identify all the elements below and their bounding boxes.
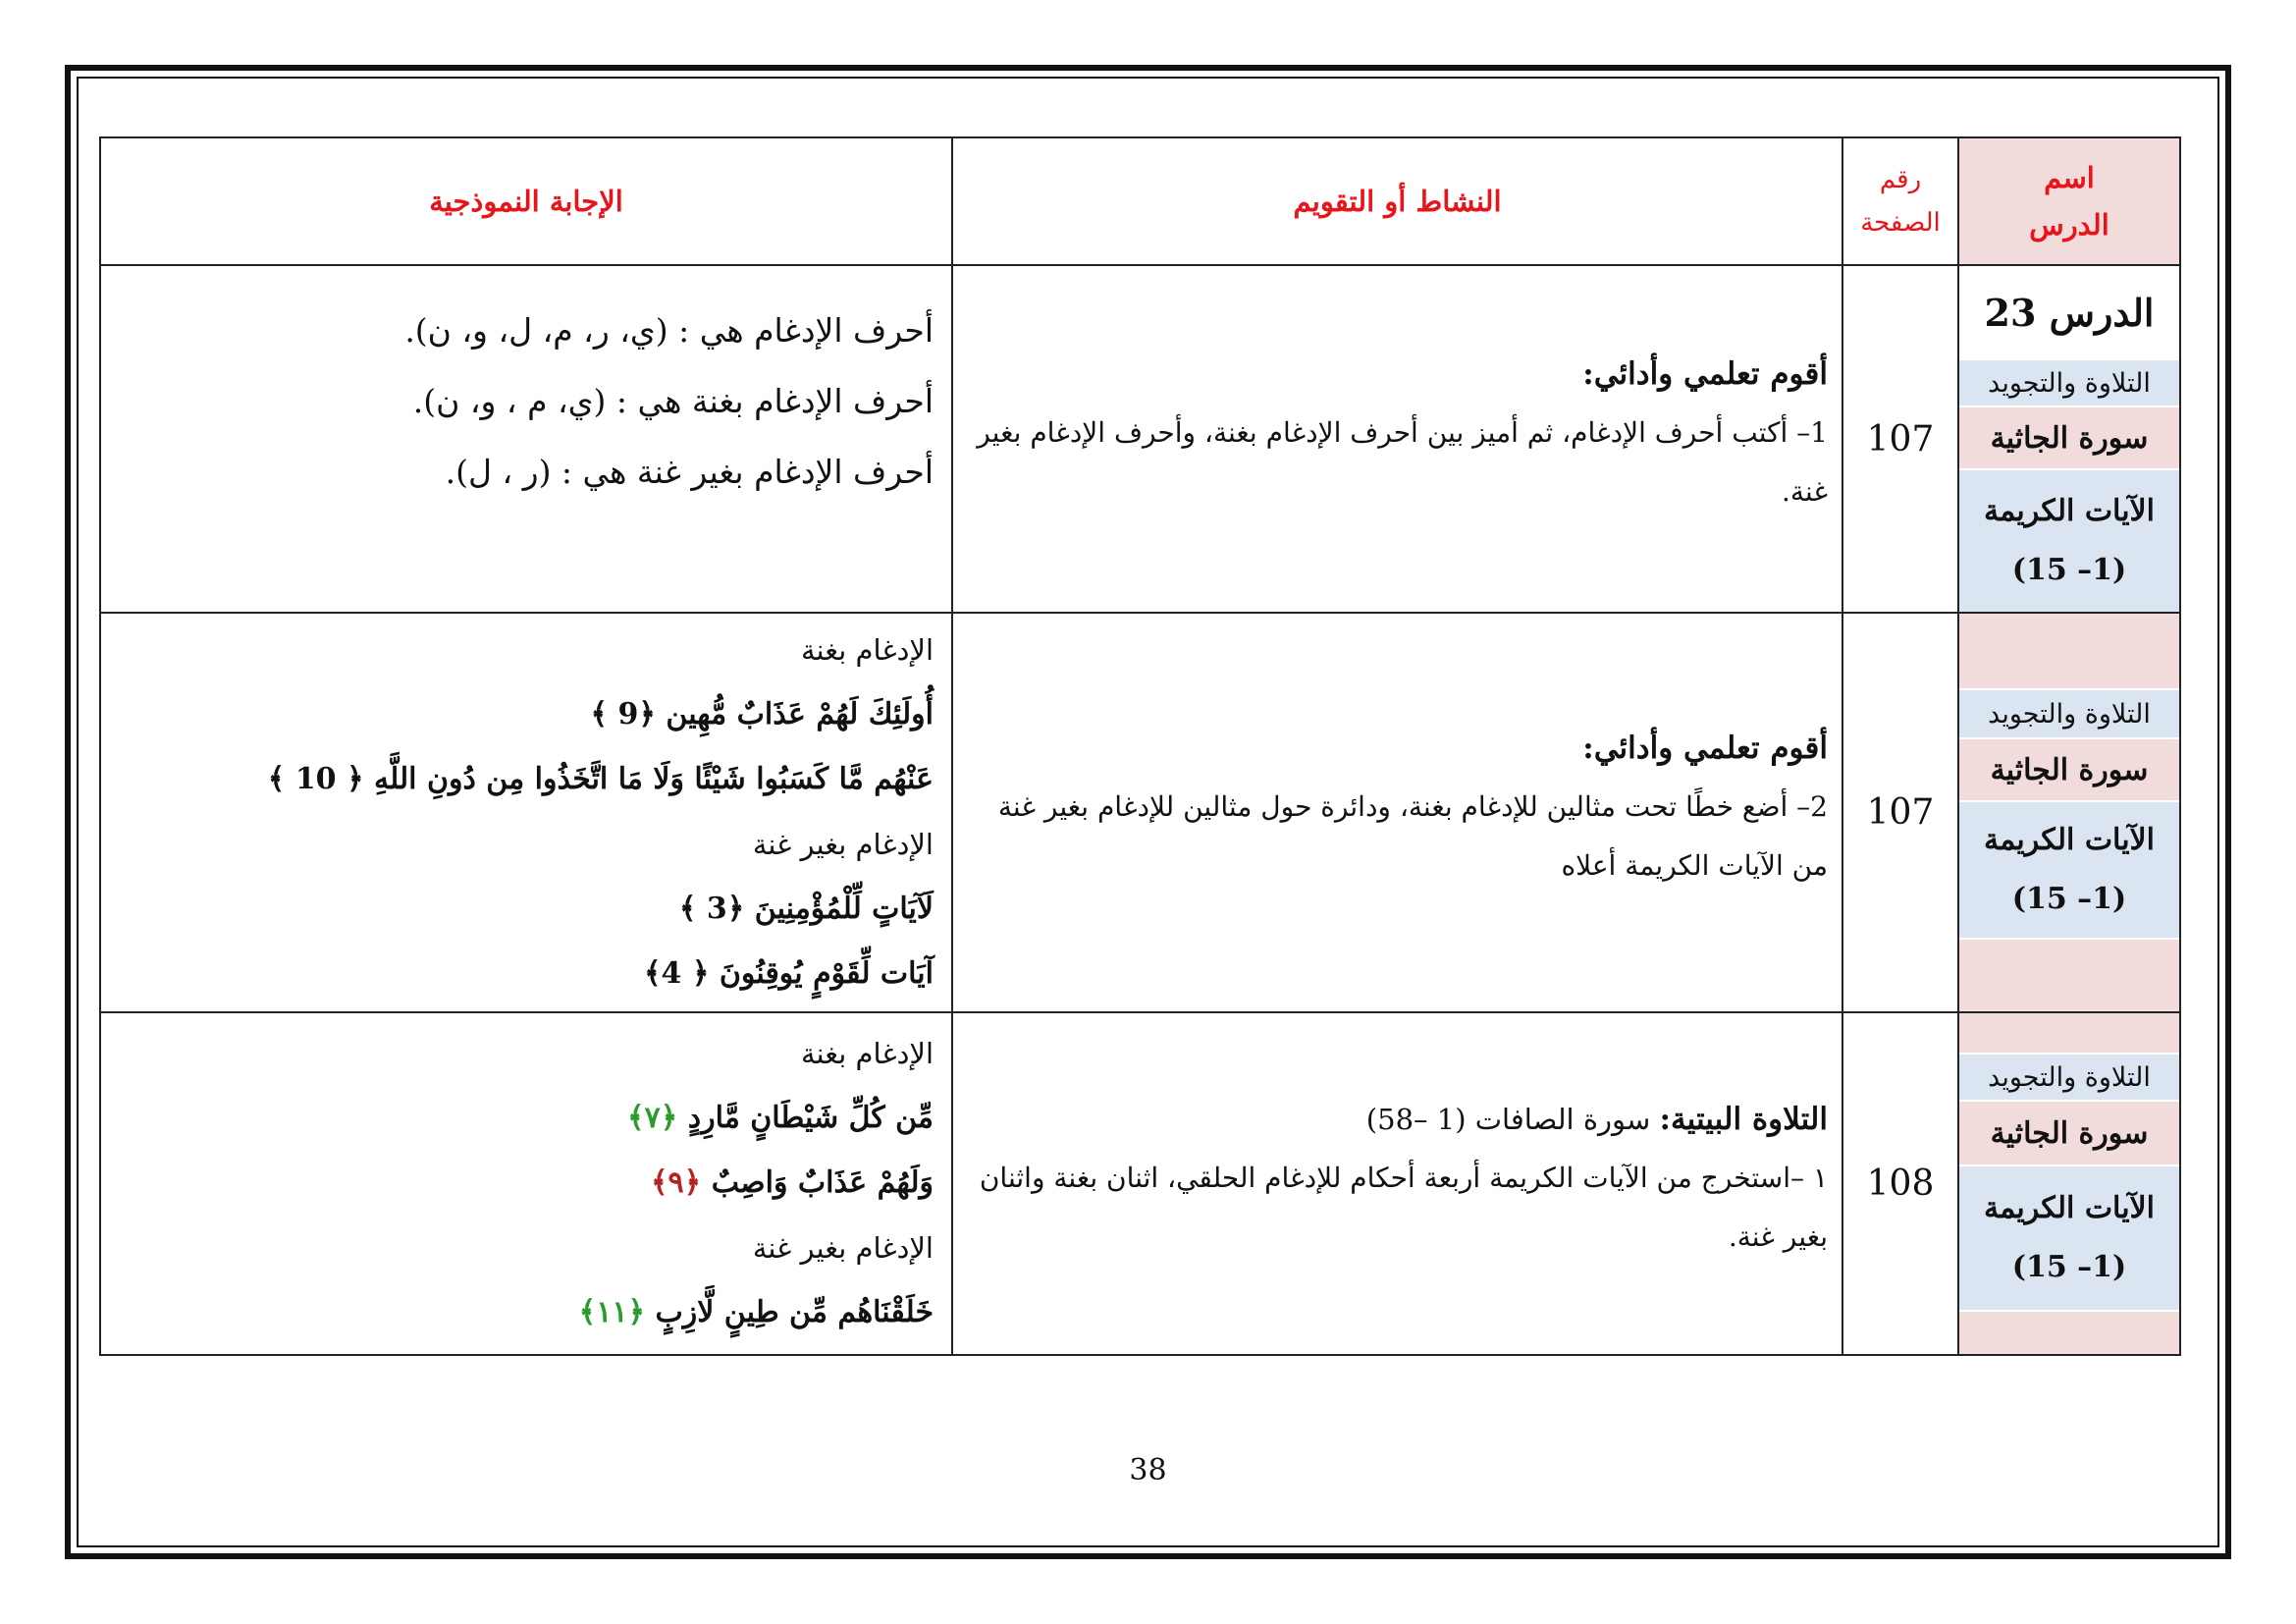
- lesson-table: [99, 136, 2181, 1356]
- lesson-cell: [1958, 265, 2180, 613]
- lesson-ayat: الآيات الكريمة (1– 15): [1959, 1166, 2179, 1312]
- ayah-number: ﴿٩﴾: [650, 1165, 702, 1200]
- lesson-subject: التلاوة والتجويد: [1959, 690, 2179, 739]
- answer-line: أحرف الإدغام هي : (ي، ر، م، ل، و، ن).: [404, 311, 934, 350]
- lesson-ayat: الآيات الكريمة (1– 15): [1959, 802, 2179, 940]
- activity-heading-rest: سورة الصافات (1 –58): [1365, 1102, 1660, 1136]
- ayah-number: ﴿٧﴾: [626, 1101, 678, 1135]
- answer-label: الإدغام بغنة: [800, 1037, 934, 1070]
- header-row: [100, 137, 2180, 265]
- page-number-cell: 107: [1842, 265, 1958, 613]
- answer-verse: مِّن كُلِّ شَيْطَانٍ مَّارِدٍ ﴿٧﴾: [626, 1101, 934, 1135]
- ayah-number: ﴿١١﴾: [578, 1295, 646, 1329]
- activity-cell: [952, 1012, 1842, 1355]
- answer-verse: وَلَهُمْ عَذَابٌ وَاصِبٌ ﴿٩﴾: [650, 1165, 934, 1200]
- table-row: [100, 613, 2180, 1012]
- page-number-cell: 107: [1842, 613, 1958, 1012]
- activity-text: 2– أضع خطًا تحت مثالين للإدغام بغنة، ودائرة حول مثالين للإدغام بغير غنة من الآيات الكريمة أعلاه: [997, 789, 1828, 882]
- lesson-spacer: [1959, 940, 2179, 1011]
- lesson-surah: سورة الجاثية: [1959, 407, 2179, 470]
- header-answer: الإجابة النموذجية: [100, 137, 952, 265]
- page-number-cell: 108: [1842, 1012, 1958, 1355]
- answer-verse: آيَات لِّقَوْمٍ يُوقِنُونَ ﴿ 4﴾: [643, 956, 934, 991]
- activity-cell: [952, 613, 1842, 1012]
- lesson-ayat: الآيات الكريمة (1– 15): [1959, 470, 2179, 612]
- answer-verse: خَلَقْنَاهُم مِّن طِينٍ لَّازِبٍ ﴿١١﴾: [578, 1295, 934, 1329]
- lesson-cell: [1958, 1012, 2180, 1355]
- answer-verse: لَآيَاتٍ لِّلْمُؤْمِنِينَ ﴿3 ﴾: [678, 892, 934, 926]
- activity-heading: التلاوة البيتية:: [1659, 1101, 1828, 1137]
- page-number: 38: [1129, 1453, 1167, 1488]
- activity-heading: أقوم تعلمي وأدائي:: [1582, 730, 1828, 766]
- lesson-subject: التلاوة والتجويد: [1959, 360, 2179, 407]
- lesson-surah: سورة الجاثية: [1959, 739, 2179, 802]
- answer-label: الإدغام بغنة: [800, 633, 934, 667]
- activity-heading: أقوم تعلمي وأدائي:: [1582, 356, 1828, 392]
- header-lesson-name: اسم الدرس: [1958, 137, 2180, 265]
- activity-cell: [952, 265, 1842, 613]
- answer-label: الإدغام بغير غنة: [752, 1231, 934, 1265]
- activity-text: ١ –استخرج من الآيات الكريمة أربعة أحكام للإدغام الحلقي، اثنان بغنة واثنان بغير غنة.: [979, 1161, 1828, 1253]
- header-activity: النشاط أو التقويم: [952, 137, 1842, 265]
- lesson-title: الدرس 23: [1959, 266, 2179, 360]
- lesson-surah: سورة الجاثية: [1959, 1102, 2179, 1166]
- lesson-cell: [1958, 613, 2180, 1012]
- answer-cell: [100, 1012, 952, 1355]
- answer-line: أحرف الإدغام بغنة هي : (ي، م ، و، ن).: [412, 382, 934, 420]
- answer-verse: أُولَئِكَ لَهُمْ عَذَابٌ مُّهِين ﴿9 ﴾: [590, 697, 934, 731]
- answer-verse: عَنْهُم مَّا كَسَبُوا شَيْئًا وَلَا مَا اتَّخَذُوا مِن دُونِ اللَّهِ ﴿ 10 ﴾: [267, 762, 934, 796]
- answer-cell: [100, 613, 952, 1012]
- table-row: [100, 1012, 2180, 1355]
- answer-line: أحرف الإدغام بغير غنة هي : (ر ، ل).: [445, 453, 934, 491]
- lesson-spacer: [1959, 1312, 2179, 1354]
- lesson-spacer: [1959, 1013, 2179, 1055]
- table-row: [100, 265, 2180, 613]
- answer-cell: [100, 265, 952, 613]
- lesson-subject: التلاوة والتجويد: [1959, 1055, 2179, 1102]
- activity-text: 1– أكتب أحرف الإدغام، ثم أميز بين أحرف الإدغام بغنة، وأحرف الإدغام بغير غنة.: [977, 416, 1828, 508]
- answer-label: الإدغام بغير غنة: [752, 828, 934, 861]
- lesson-spacer: [1959, 614, 2179, 690]
- header-page-number: رقم الصفحة: [1842, 137, 1958, 265]
